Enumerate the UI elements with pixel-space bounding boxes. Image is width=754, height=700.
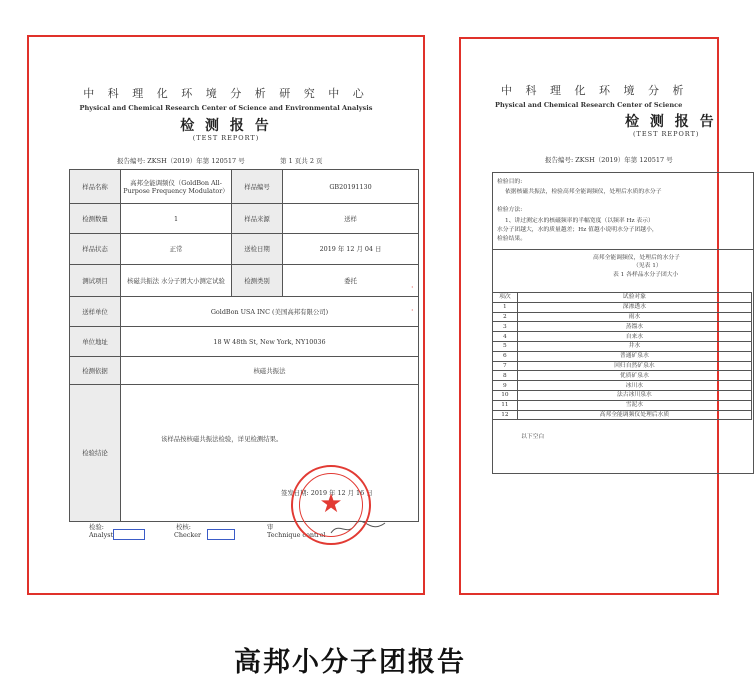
sample-no-label: 样品编号 (232, 170, 283, 204)
table-row (493, 341, 752, 351)
table-row (493, 351, 752, 361)
row-index: 4 (493, 332, 518, 342)
row-index: 6 (493, 351, 518, 361)
table-title: 表 1 各样品水分子团大小 (613, 272, 679, 278)
item-label: 测试项目 (70, 265, 121, 297)
source-label: 样品来源 (232, 204, 283, 234)
unit-label: 送样单位 (70, 297, 121, 327)
purpose-text: 依据核磁共振法，检验高邦全能调频仪，处理后水质的水分子 (505, 189, 662, 195)
row-index: 11 (493, 400, 518, 410)
analyst-label-en: Analyst (89, 531, 114, 539)
table-row (493, 322, 752, 332)
conclusion-text: 该样品按核磁共振法检验，详见检测结果。 (161, 435, 283, 443)
row-object: 井水 (517, 341, 751, 351)
sample-no-value: GB20191130 (283, 170, 419, 204)
row-object: 冰川水 (517, 381, 751, 391)
result-table (492, 292, 752, 420)
row-object: 普通矿泉水 (517, 351, 751, 361)
row-object: 自来水 (517, 332, 751, 342)
red-mark: · (411, 306, 414, 315)
sample-name-value: 高邦全能调频仪（GoldBon All-Purpose Frequency Modulator） (121, 170, 232, 204)
row-index: 5 (493, 341, 518, 351)
row-index: 9 (493, 381, 518, 391)
report-title: 检 测 报 告 (180, 118, 272, 134)
table-row (493, 332, 752, 342)
conclusion-label: 检验结论 (70, 385, 121, 522)
result-line-2: （见表 1） (633, 263, 662, 269)
method-text-2: 水分子团越大，水的质量越差；Hz 值越小说明水分子团越小， (497, 227, 658, 233)
report-number: 报告编号: ZKSH（2019）年第 120517 号 (545, 156, 673, 164)
basis-label: 检测依据 (70, 357, 121, 385)
blank-below-note: 以下空白 (521, 434, 545, 440)
row-object: 蒸馏水 (517, 322, 751, 332)
row-object: 雨水 (517, 312, 751, 322)
basis-value: 核磁共振法 (121, 357, 419, 385)
item-value: 核磁共振法 水分子团大小测定试验 (121, 265, 232, 297)
table-row (493, 361, 752, 371)
row-object: 深渗透水 (517, 302, 751, 312)
checker-label: 校核: (176, 523, 191, 531)
row-object: 高邦全能调频仪处理后水质 (517, 410, 751, 420)
addr-label: 单位地址 (70, 327, 121, 357)
type-value: 委托 (283, 265, 419, 297)
type-label: 检测类别 (232, 265, 283, 297)
method-text-3: 检验结果。 (497, 236, 526, 242)
row-object: 优质矿泉水 (517, 371, 751, 381)
table-row (493, 400, 752, 410)
page-info: 第 1 页共 2 页 (280, 157, 323, 165)
row-index: 3 (493, 322, 518, 332)
org-name-cn: 中 科 理 化 环 境 分 析 (501, 84, 689, 97)
table-row (493, 371, 752, 381)
analyst-label: 检验: (89, 523, 104, 531)
org-name-en: Physical and Chemical Research Center of Science and Environmental Analysis (79, 104, 373, 112)
row-index: 8 (493, 371, 518, 381)
table-row (493, 312, 752, 322)
row-index: 7 (493, 361, 518, 371)
col-header-object: 试验对象 (517, 293, 751, 303)
org-name-cn: 中 科 理 化 环 境 分 析 研 究 中 心 (83, 87, 369, 100)
state-label: 样品状态 (70, 234, 121, 265)
checker-signature (207, 529, 235, 540)
method-text-1: 1、讲过测定水的核磁频率的半幅宽度（以频率 Hz 表示） (505, 218, 654, 224)
row-index: 10 (493, 390, 518, 400)
qty-value: 1 (121, 204, 232, 234)
red-mark: · (411, 283, 414, 292)
report-subtitle: (TEST REPORT) (633, 130, 700, 138)
state-value: 正常 (121, 234, 232, 265)
table-header-row (493, 293, 752, 303)
row-object: 法古冰川泉水 (517, 390, 751, 400)
date-value: 2019 年 12 月 04 日 (283, 234, 419, 265)
checker-label-en: Checker (174, 531, 202, 539)
addr-value: 18 W 48th St, New York, NY10036 (121, 327, 419, 357)
result-line-1: 高邦全能调频仪，处理后的水分子 (593, 255, 680, 261)
col-header-index: 项次 (493, 293, 518, 303)
date-label: 送检日期 (232, 234, 283, 265)
report-subtitle: (TEST REPORT) (192, 134, 260, 142)
sample-name-label: 样品名称 (70, 170, 121, 204)
row-index: 1 (493, 302, 518, 312)
table-row (493, 390, 752, 400)
report-number: 报告编号: ZKSH（2019）年第 120517 号 (117, 157, 245, 165)
conclusion-cell (121, 385, 419, 522)
table-row (493, 302, 752, 312)
unit-value: GoldBon USA INC (美国高邦有限公司) (121, 297, 419, 327)
page-caption: 高邦小分子团报告 (234, 647, 466, 678)
row-object: 雪泥水 (517, 400, 751, 410)
tech-label-en: Technique control (267, 531, 326, 539)
qty-label: 检测数量 (70, 204, 121, 234)
report-page-2 (459, 37, 719, 595)
table-row (493, 410, 752, 420)
official-seal: ★ (291, 465, 371, 545)
table-row (493, 381, 752, 391)
source-value: 送样 (283, 204, 419, 234)
report-page-1 (27, 35, 425, 595)
method-label: 检验方法: (497, 207, 523, 213)
tech-label: 审 (267, 523, 274, 531)
report-title: 检 测 报 告 (625, 114, 717, 130)
issue-date: 签发日期: 2019 年 12 月 16 日 (281, 489, 373, 497)
org-name-en: Physical and Chemical Research Center of Science (495, 101, 683, 109)
report-info-table (69, 169, 419, 522)
row-object: 回归自然矿泉水 (517, 361, 751, 371)
purpose-label: 检验目的: (497, 179, 523, 185)
analyst-signature (113, 529, 145, 540)
row-index: 12 (493, 410, 518, 420)
row-index: 2 (493, 312, 518, 322)
